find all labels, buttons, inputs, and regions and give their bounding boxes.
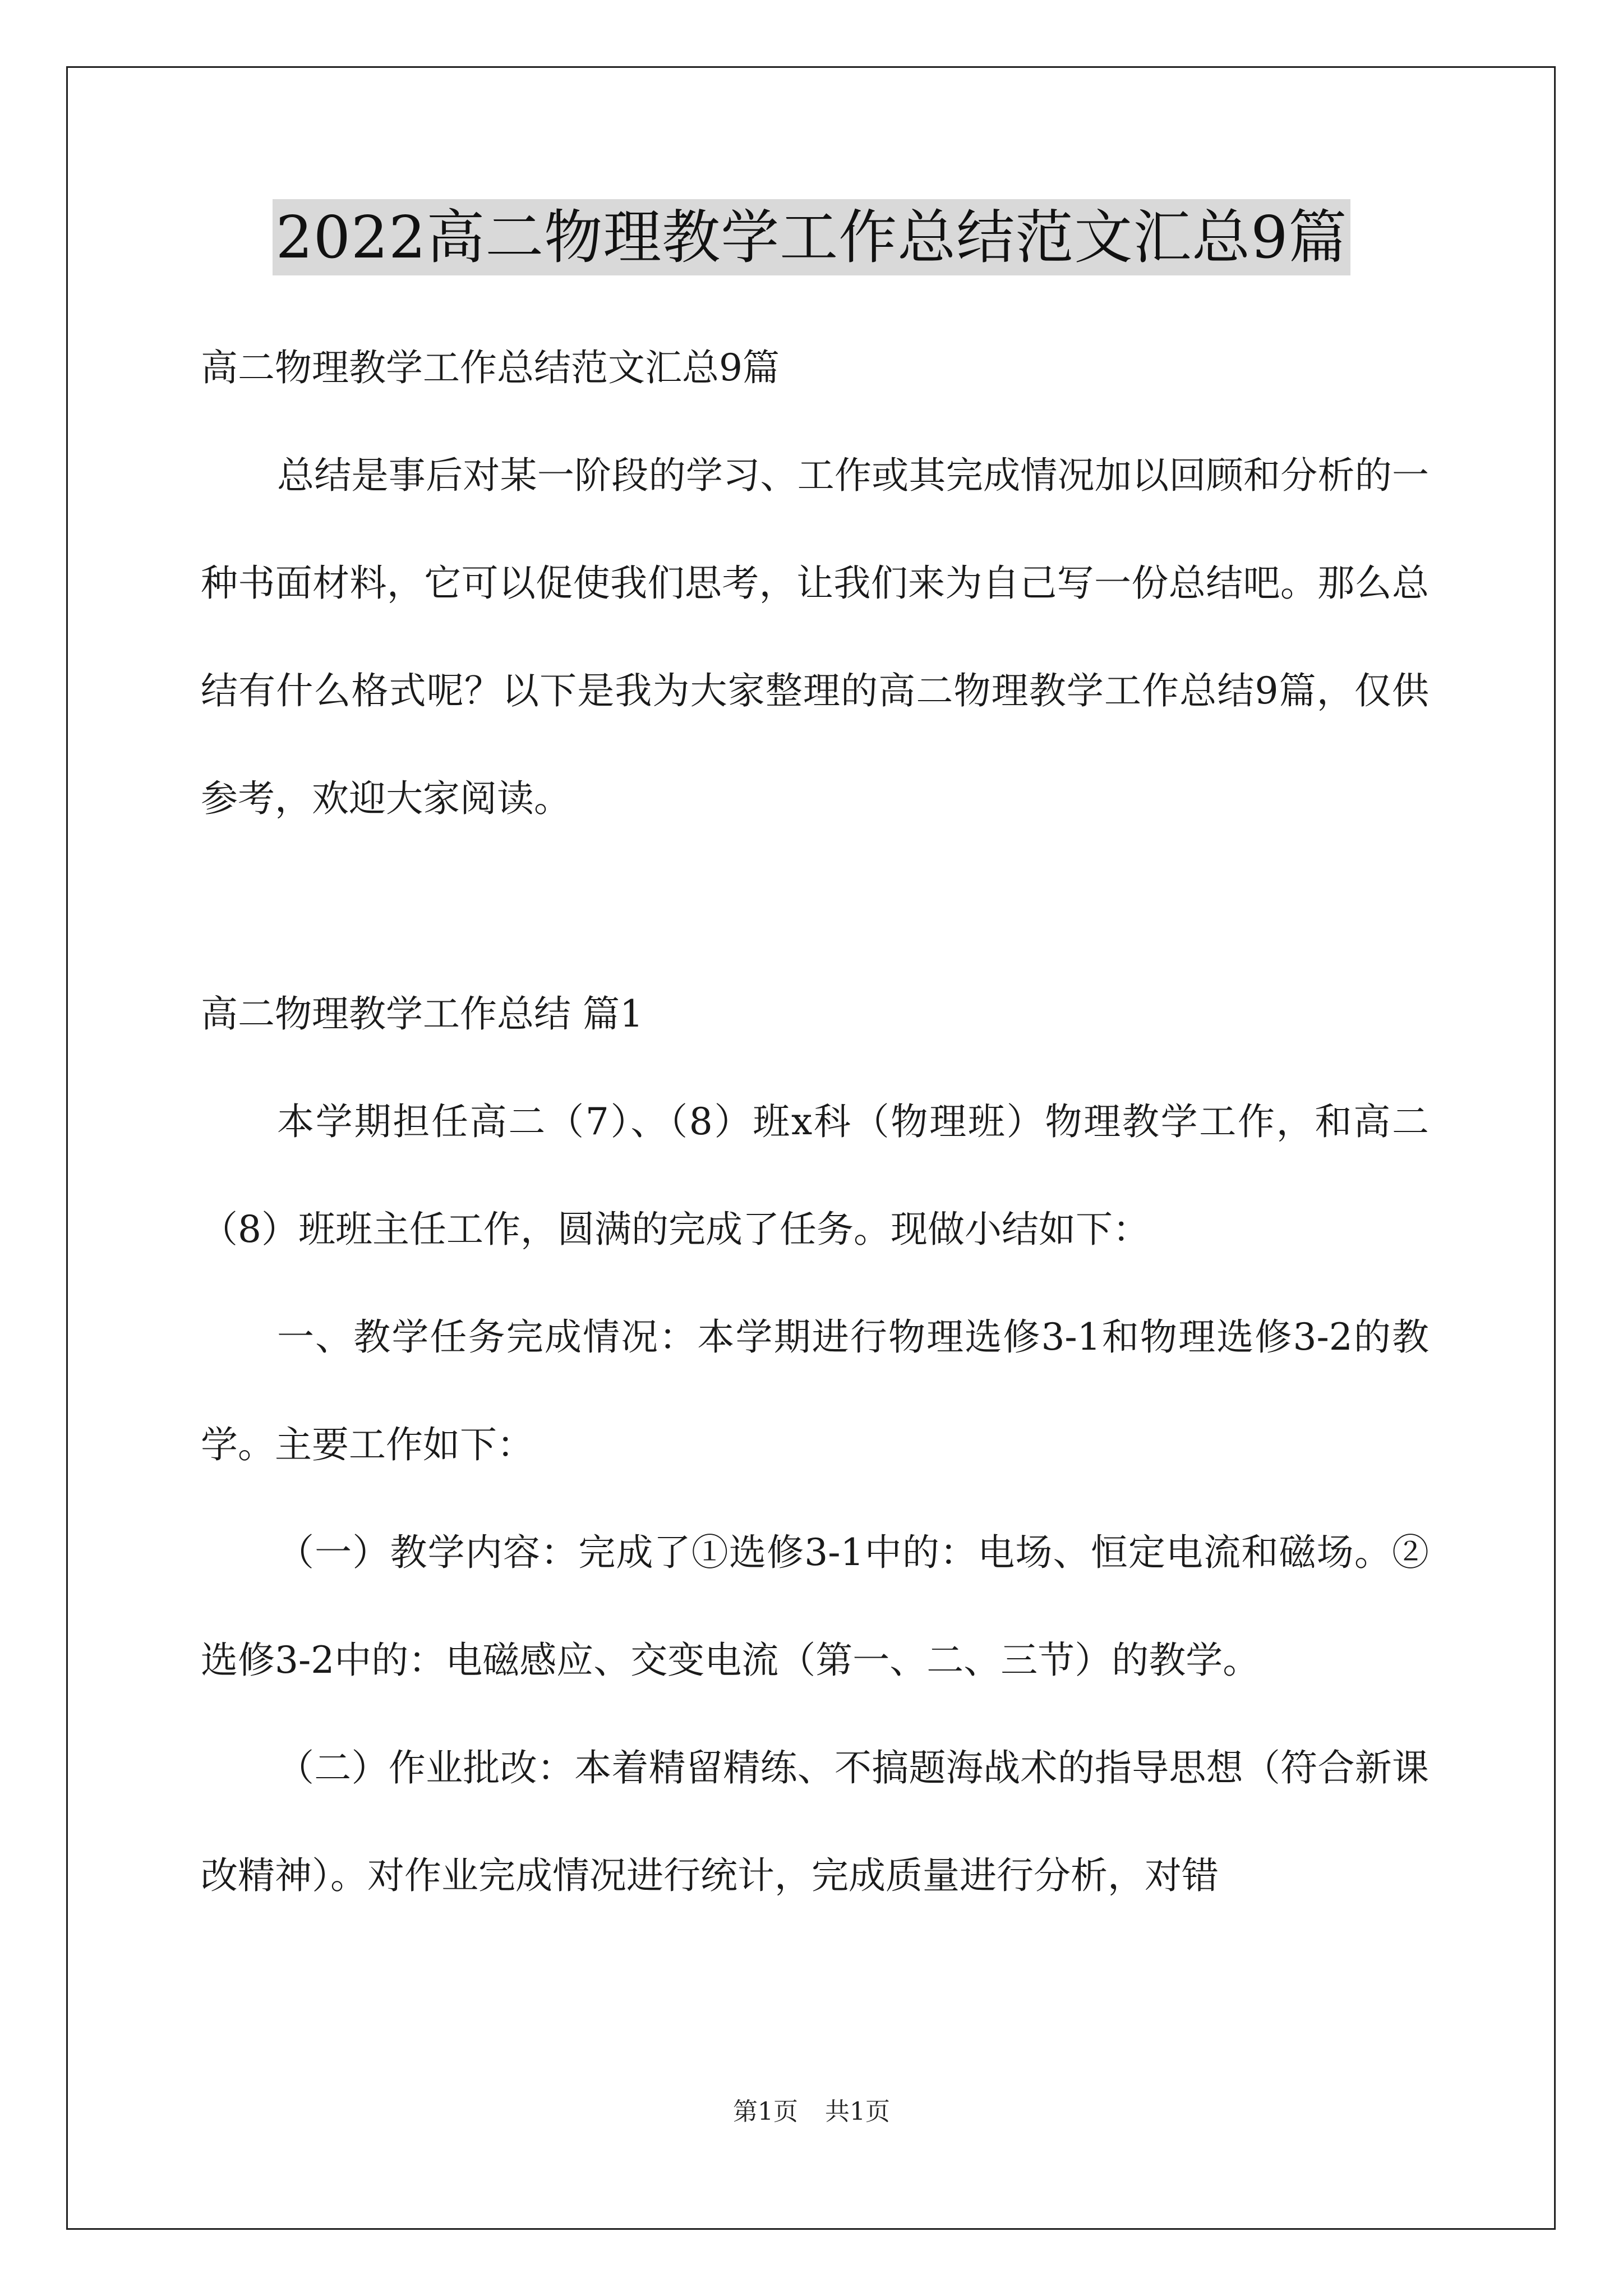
body-paragraph: 本学期担任高二（7）、（8）班x科（物理班）物理教学工作，和高二（8）班班主任工作，圆满的完成了任务。现做小结如下： bbox=[201, 1100, 1429, 1251]
document-body bbox=[201, 314, 1429, 1930]
title-container bbox=[0, 199, 1623, 275]
paragraph-spacer bbox=[201, 853, 1429, 960]
body-paragraph: 一、教学任务完成情况：本学期进行物理选修3-1和物理选修3-2的教学。主要工作如下： bbox=[201, 1315, 1429, 1466]
intro-paragraph: 总结是事后对某一阶段的学习、工作或其完成情况加以回顾和分析的一种书面材料，它可以促使我们思考，让我们来为自己写一份总结吧。那么总结有什么格式呢？以下是我为大家整理的高二物理教学工作总结9篇，仅供参考，欢迎大家阅读。 bbox=[201, 454, 1429, 820]
document-title: 2022高二物理教学工作总结范文汇总9篇 bbox=[273, 199, 1351, 275]
section-heading: 高二物理教学工作总结 篇1 bbox=[201, 992, 643, 1036]
body-paragraph: （一）教学内容：完成了①选修3-1中的：电场、恒定电流和磁场。②选修3-2中的：电磁感应、交变电流（第一、二、三节）的教学。 bbox=[201, 1531, 1429, 1682]
page-footer bbox=[0, 2095, 1623, 2129]
document-subtitle: 高二物理教学工作总结范文汇总9篇 bbox=[201, 346, 780, 389]
page-number: 第1页 bbox=[733, 2097, 798, 2126]
body-paragraph: （二）作业批改：本着精留精练、不搞题海战术的指导思想（符合新课改精神）。对作业完成情况进行统计，完成质量进行分析，对错 bbox=[201, 1746, 1429, 1897]
page-count: 共1页 bbox=[825, 2097, 890, 2126]
